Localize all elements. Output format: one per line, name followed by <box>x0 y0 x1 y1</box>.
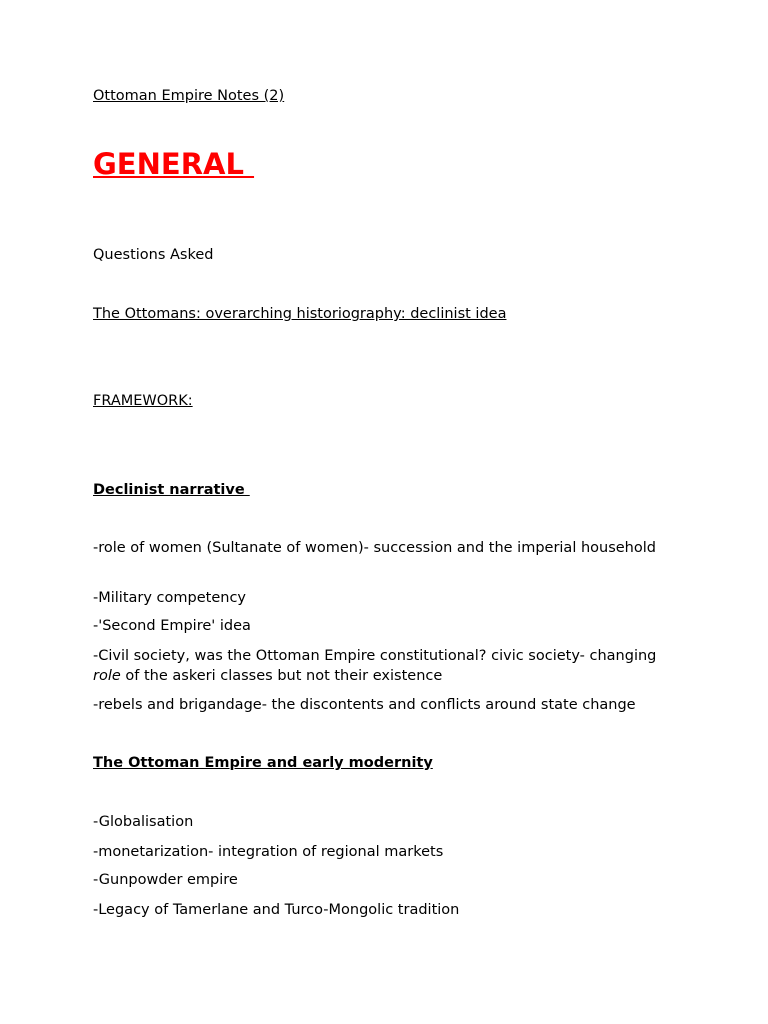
list-item-military: -Military competency <box>93 590 246 606</box>
questions-label: Questions Asked <box>93 247 214 263</box>
list-item-tamerlane: -Legacy of Tamerlane and Turco-Mongolic tradition <box>93 902 460 918</box>
list-item-gunpowder: -Gunpowder empire <box>93 872 238 888</box>
document-title: Ottoman Empire Notes (2) <box>93 88 285 104</box>
historiography-label: The Ottomans: overarching historiography: declinist idea <box>93 306 507 322</box>
list-item-civil-society <box>93 646 683 686</box>
list-item-monetarization: -monetarization- integration of regional markets <box>93 844 444 860</box>
list-item-second-empire: -'Second Empire' idea <box>93 618 251 634</box>
section-title-declinist: Declinist narrative <box>93 482 250 498</box>
section-title-early-modernity: The Ottoman Empire and early modernity <box>93 755 433 771</box>
civil-society-text-b: of the askeri classes but not their existence <box>120 668 443 684</box>
general-heading: GENERAL <box>93 147 255 181</box>
civil-society-text-a: -Civil society, was the Ottoman Empire constitutional? civic society- changing <box>93 648 657 664</box>
list-item-rebels: -rebels and brigandage- the discontents and conflicts around state change <box>93 697 636 713</box>
list-item-globalisation: -Globalisation <box>93 814 194 830</box>
civil-society-role-italic: role <box>93 668 121 684</box>
list-item-women: -role of women (Sultanate of women)- succession and the imperial household <box>93 540 656 556</box>
framework-label: FRAMEWORK: <box>93 393 193 409</box>
